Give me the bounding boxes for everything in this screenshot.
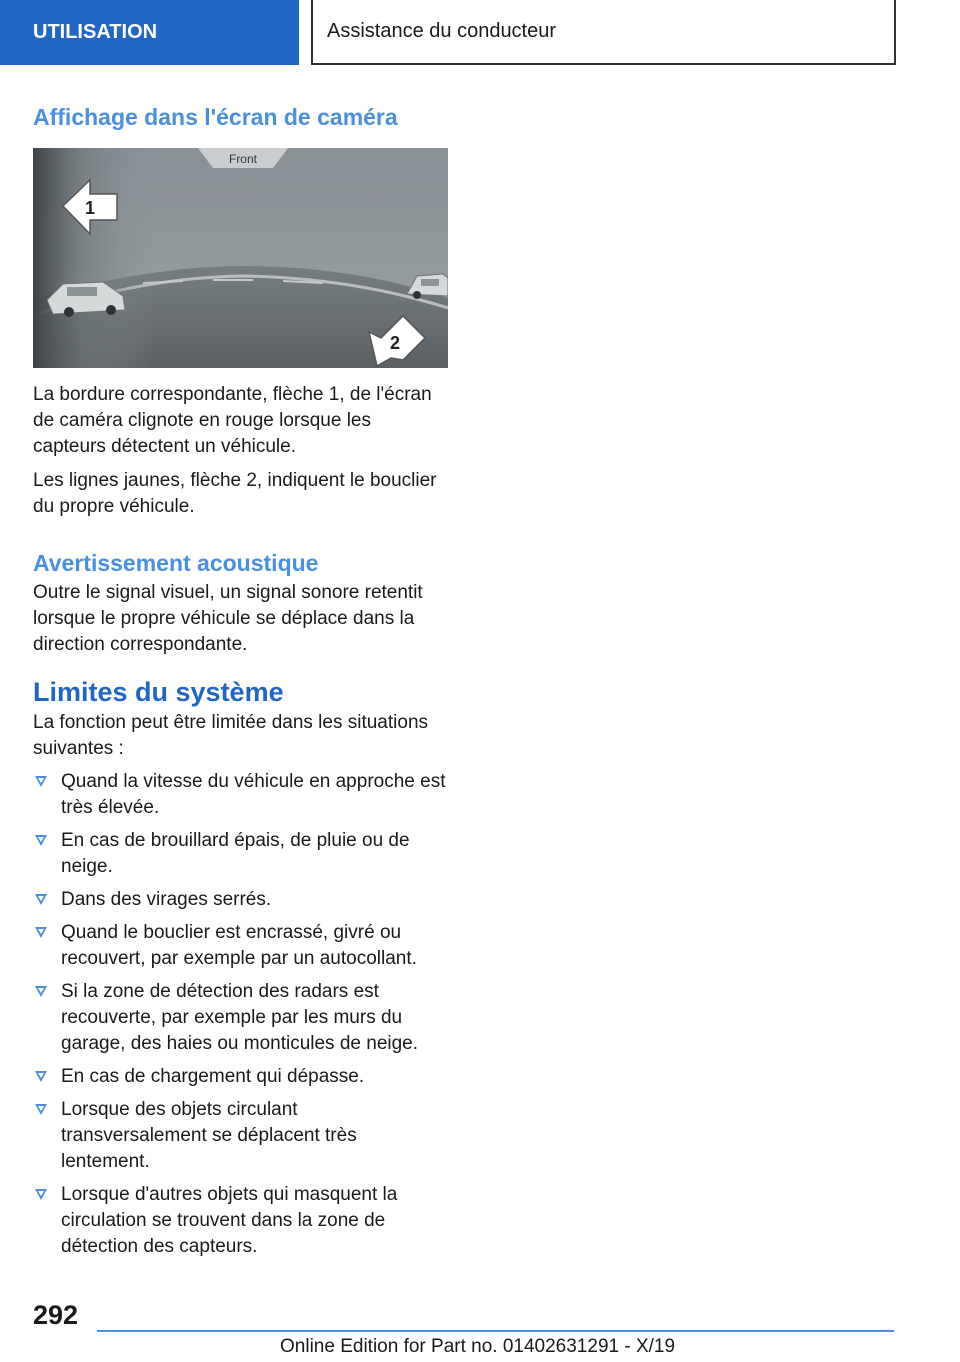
list-item: Lorsque d'autres objets qui masquent la circulation se trouvent dans la zone de détection des capteurs.: [33, 1182, 448, 1260]
camera-para-2: Les lignes jaunes, flèche 2, indiquent le bouclier du propre véhicule.: [33, 470, 437, 517]
acoustic-section-heading: Avertissement acoustique: [33, 550, 319, 576]
limits-list: [33, 769, 448, 1260]
arrow-1-label: 1: [84, 198, 96, 218]
acoustic-para: Outre le signal visuel, un signal sonore retentit lorsque le propre véhicule se déplace dans la direction correspondante.: [33, 582, 423, 655]
list-item: En cas de brouillard épais, de pluie ou de neige.: [33, 828, 448, 880]
list-item: Lorsque des objets circulant transversalement se déplacent très lentement.: [33, 1097, 448, 1175]
limits-intro: La fonction peut être limitée dans les situations suivantes :: [33, 712, 429, 759]
list-item: En cas de chargement qui dépasse.: [33, 1064, 448, 1090]
header-chapter-title: Assistance du conducteur: [311, 0, 896, 65]
camera-section-heading: Affichage dans l'écran de caméra: [33, 104, 398, 130]
arrow-2-label: 2: [389, 333, 401, 353]
footer-divider: [97, 1330, 894, 1332]
page-number: 292: [33, 1300, 79, 1330]
list-item: Quand la vitesse du véhicule en approche est très élevée.: [33, 769, 448, 821]
triangle-bullet-icon: [35, 776, 47, 787]
list-item: Dans des virages serrés.: [33, 887, 448, 913]
list-item: Si la zone de détection des radars est recouverte, par exemple par les murs du garage, des haies ou monticules de neige.: [33, 979, 448, 1057]
triangle-bullet-icon: [35, 1104, 47, 1115]
camera-para-1: La bordure correspondante, flèche 1, de l'écran de caméra clignote en rouge lorsque les capteurs détectent un véhicule.: [33, 384, 432, 457]
header-section-label: UTILISATION: [0, 0, 299, 65]
camera-display-image: [33, 148, 448, 368]
footer-edition: Online Edition for Part no. 01402631291 - X/19: [280, 1336, 676, 1357]
triangle-bullet-icon: [35, 1071, 47, 1082]
list-item: Quand le bouclier est encrassé, givré ou recouvert, par exemple par un autocollant.: [33, 920, 448, 972]
main-content: [33, 100, 448, 1260]
triangle-bullet-icon: [35, 986, 47, 997]
triangle-bullet-icon: [35, 894, 47, 905]
camera-front-label: Front: [228, 152, 258, 166]
limits-section-heading: Limites du système: [33, 677, 284, 707]
triangle-bullet-icon: [35, 1189, 47, 1200]
triangle-bullet-icon: [35, 835, 47, 846]
triangle-bullet-icon: [35, 927, 47, 938]
